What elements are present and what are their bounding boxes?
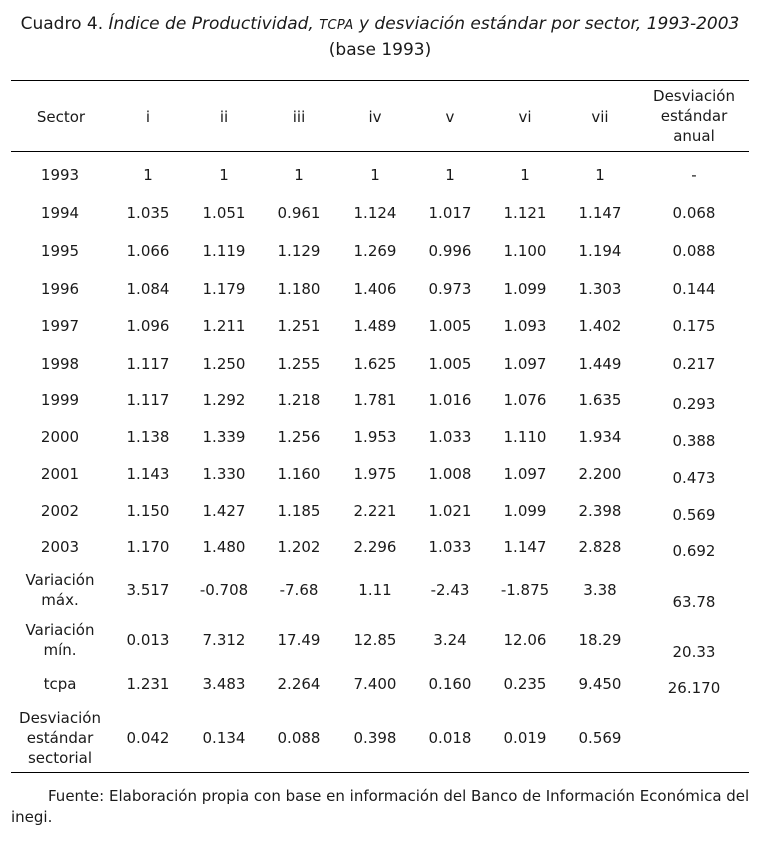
table-cell: 3.483 (202, 675, 246, 693)
row-label-line: tcpa (43, 675, 77, 693)
column-header: vi (518, 108, 532, 126)
table-cell: 12.06 (503, 631, 547, 649)
row-label (10, 708, 110, 768)
column-header: i (145, 108, 151, 126)
table-cell: 1.218 (277, 391, 321, 409)
row-label-line: Variación (25, 571, 95, 589)
table-cell: 1.255 (277, 355, 321, 373)
desviacion-cell: 63.78 (672, 593, 716, 611)
table-cell: 2.296 (353, 538, 397, 556)
table-cell: 1.625 (353, 355, 397, 373)
column-header-line: estándar (660, 107, 728, 125)
table-cell: -7.68 (279, 581, 319, 599)
row-label-line: 1997 (40, 317, 80, 335)
column-header: v (445, 108, 455, 126)
row-label (10, 354, 110, 374)
table-cell: 1.066 (126, 242, 170, 260)
table-cell: 1.489 (353, 317, 397, 335)
column-header-line: anual (673, 127, 715, 145)
desviacion-cell: 0.068 (672, 204, 716, 222)
table-cell: 1.099 (503, 280, 547, 298)
table-cell: 1.035 (126, 204, 170, 222)
desviacion-cell: 0.217 (672, 355, 716, 373)
table-cell: 0.569 (578, 729, 622, 747)
row-label-line: máx. (41, 591, 79, 609)
table-cell: 0.961 (277, 204, 321, 222)
row-label (10, 203, 110, 223)
table-cell: 1.097 (503, 355, 547, 373)
table-cell: 1.975 (353, 465, 397, 483)
table-cell: 1.121 (503, 204, 547, 222)
table-cell: 1.427 (202, 502, 246, 520)
column-header-line: Desviación (653, 87, 735, 105)
column-header-desviacion (634, 86, 754, 146)
table-cell: 1.099 (503, 502, 547, 520)
caption-title-line (0, 12, 760, 38)
row-label (10, 316, 110, 336)
row-label (10, 241, 110, 261)
desviacion-cell: 0.388 (672, 432, 716, 450)
table-cell: 0.088 (277, 729, 321, 747)
table-cell: 0.018 (428, 729, 472, 747)
table-cell: 1.256 (277, 428, 321, 446)
table-cell: 2.264 (277, 675, 321, 693)
column-header: iv (368, 108, 382, 126)
row-label (10, 537, 110, 557)
table-cell: 1.051 (202, 204, 246, 222)
table-cell: 1.033 (428, 428, 472, 446)
table-cell: 2.200 (578, 465, 622, 483)
row-label-line: Desviación (19, 709, 101, 727)
table-cell: 0.019 (503, 729, 547, 747)
table-cell: 1.017 (428, 204, 472, 222)
table-cell: 1.250 (202, 355, 246, 373)
table-cell: 1.170 (126, 538, 170, 556)
table-cell: 17.49 (277, 631, 321, 649)
table-cell: 1.016 (428, 391, 472, 409)
table-cell: 1 (370, 166, 380, 184)
table-cell: 1.138 (126, 428, 170, 446)
table-cell: -1.875 (500, 581, 550, 599)
row-label-line: Variación (25, 621, 95, 639)
row-label (10, 427, 110, 447)
table-cell: 1.185 (277, 502, 321, 520)
table-cell: 1.202 (277, 538, 321, 556)
table-cell: 1.033 (428, 538, 472, 556)
table-cell: 1.635 (578, 391, 622, 409)
table-cell: 1.100 (503, 242, 547, 260)
row-label (10, 279, 110, 299)
table-cell: 1.021 (428, 502, 472, 520)
table-cell: 1.194 (578, 242, 622, 260)
table-cell: 1.269 (353, 242, 397, 260)
column-header: iii (292, 108, 306, 126)
row-label (10, 570, 110, 610)
caption-title-b: y desviación estándar por sector, 1993-2003 (358, 14, 740, 34)
row-label-line: 2003 (40, 538, 80, 556)
caption-title-a: Índice de Productividad, (108, 14, 314, 34)
row-label-line: 1999 (40, 391, 80, 409)
table-cell: 1.160 (277, 465, 321, 483)
row-label-line: estándar (26, 729, 94, 747)
row-label-line: 2001 (40, 465, 80, 483)
table-cell: 1.150 (126, 502, 170, 520)
desviacion-cell: 26.170 (667, 679, 721, 697)
table-cell: 1.180 (277, 280, 321, 298)
table-cell: 1.110 (503, 428, 547, 446)
row-label-line: 2002 (40, 502, 80, 520)
table-caption (0, 12, 760, 62)
table-cell: 1.097 (503, 465, 547, 483)
table-cell: 0.160 (428, 675, 472, 693)
desviacion-cell: 0.088 (672, 242, 716, 260)
table-cell: 1.11 (358, 581, 392, 599)
row-label (10, 501, 110, 521)
row-label (10, 165, 110, 185)
row-label-line: 1993 (40, 166, 80, 184)
source-note: Fuente: Elaboración propia con base en información del Banco de Información Económica del inegi. (11, 787, 750, 826)
table-cell: 1.119 (202, 242, 246, 260)
row-label-line: 1994 (40, 204, 80, 222)
table-cell: 1.449 (578, 355, 622, 373)
table-cell: 0.013 (126, 631, 170, 649)
table-cell: 0.042 (126, 729, 170, 747)
table-cell: 0.398 (353, 729, 397, 747)
table-cell: 1.117 (126, 391, 170, 409)
table-cell: 1.781 (353, 391, 397, 409)
row-label (10, 464, 110, 484)
row-label-line: 1996 (40, 280, 80, 298)
table-cell: 1.402 (578, 317, 622, 335)
table-cell: 1.005 (428, 317, 472, 335)
table-cell: 1.117 (126, 355, 170, 373)
table-cell: 1.005 (428, 355, 472, 373)
row-label-line: 1998 (40, 355, 80, 373)
column-header: vii (591, 108, 609, 126)
table-cell: 0.996 (428, 242, 472, 260)
table-cell: 1.147 (503, 538, 547, 556)
table-cell: 3.38 (583, 581, 617, 599)
table-cell: 1.211 (202, 317, 246, 335)
table-cell: 1 (294, 166, 304, 184)
table-cell: 1 (520, 166, 530, 184)
table-cell: 1 (143, 166, 153, 184)
table-cell: 1.406 (353, 280, 397, 298)
caption-subtitle: (base 1993) (328, 40, 432, 60)
table-cell: 1.292 (202, 391, 246, 409)
row-label-line: sectorial (27, 749, 93, 767)
table-cell: 0.973 (428, 280, 472, 298)
desviacion-cell: 0.293 (672, 395, 716, 413)
caption-title-acronym: TCPA (319, 18, 354, 33)
table-cell: 1.093 (503, 317, 547, 335)
desviacion-cell: 0.175 (672, 317, 716, 335)
table-cell: 12.85 (353, 631, 397, 649)
column-header: ii (219, 108, 229, 126)
table-cell: 0.235 (503, 675, 547, 693)
table-cell: 1.303 (578, 280, 622, 298)
table-cell: 1.147 (578, 204, 622, 222)
table-cell: 2.828 (578, 538, 622, 556)
desviacion-cell: 0.569 (672, 506, 716, 524)
row-label-line: mín. (43, 641, 77, 659)
desviacion-cell: 0.144 (672, 280, 716, 298)
table-cell: -2.43 (430, 581, 470, 599)
table-cell: 1.330 (202, 465, 246, 483)
table-cell: 1.124 (353, 204, 397, 222)
table-cell: 1 (445, 166, 455, 184)
column-header: Sector (36, 108, 86, 126)
desviacion-cell: 0.473 (672, 469, 716, 487)
table-cell: 3.517 (126, 581, 170, 599)
table-cell: 1.251 (277, 317, 321, 335)
desviacion-cell: - (691, 166, 697, 184)
table-cell: 2.398 (578, 502, 622, 520)
bottom-rule (11, 772, 749, 773)
table-cell: 1.480 (202, 538, 246, 556)
desviacion-cell: 0.692 (672, 542, 716, 560)
caption-label: Cuadro 4. (20, 14, 104, 34)
table-cell: 2.221 (353, 502, 397, 520)
table-cell: 18.29 (578, 631, 622, 649)
table-cell: 1.084 (126, 280, 170, 298)
table-cell: 3.24 (433, 631, 467, 649)
table-cell: 1 (595, 166, 605, 184)
table-cell: 1.096 (126, 317, 170, 335)
table-cell: 0.134 (202, 729, 246, 747)
table-cell: 9.450 (578, 675, 622, 693)
table-cell: 1.339 (202, 428, 246, 446)
table-cell: -0.708 (199, 581, 249, 599)
table-cell: 1.129 (277, 242, 321, 260)
row-label (10, 390, 110, 410)
row-label-line: 1995 (40, 242, 80, 260)
table-cell: 1.076 (503, 391, 547, 409)
table-cell: 1.953 (353, 428, 397, 446)
table-cell: 7.400 (353, 675, 397, 693)
table-cell: 1 (219, 166, 229, 184)
table-cell: 1.231 (126, 675, 170, 693)
table-cell: 1.179 (202, 280, 246, 298)
header-rule (11, 151, 749, 152)
table-cell: 7.312 (202, 631, 246, 649)
table-cell: 1.143 (126, 465, 170, 483)
table-cell: 1.934 (578, 428, 622, 446)
row-label (10, 674, 110, 694)
table-cell: 1.008 (428, 465, 472, 483)
row-label (10, 620, 110, 660)
top-rule (11, 80, 749, 81)
row-label-line: 2000 (40, 428, 80, 446)
desviacion-cell: 20.33 (672, 643, 716, 661)
